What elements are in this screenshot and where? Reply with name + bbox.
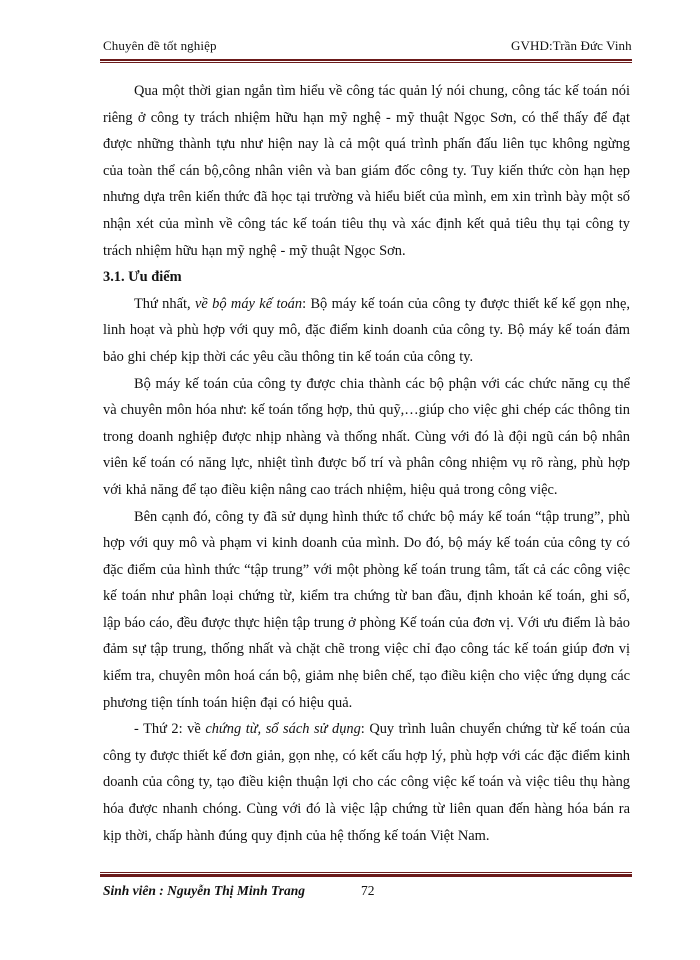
paragraph-text: : Quy trình luân chuyển chứng từ kế toán của công ty được thiết kế đơn giản, gọn nhẹ, có kết cấu hợp lý, phù hợp với các đặc điểm kinh doanh của công ty, tạo điều kiện thuận lợi cho các công việc kế toán và việc tiêu thụ hàng hóa được nhanh chóng. Cùng với đó là việc lập chứng từ liên quan đến hàng hóa bán ra kịp thời, chấp hành đúng quy định của hệ thống kế toán Việt Nam. — [103, 721, 630, 844]
paragraph-departments: Bộ máy kế toán của công ty được chia thành các bộ phận với các chức năng cụ thể và chuyên môn hóa như: kế toán tổng hợp, thủ quỹ,…giúp cho việc ghi chép các thông tin trong doanh nghiệp được nhịp nhàng và thống nhất. Cùng với đó là đội ngũ cán bộ nhân viên kế toán có năng lực, nhiệt tình được bố trí và phân công nhiệm vụ rõ ràng, phù hợp với khả năng để tạo điều kiện nâng cao trách nhiệm, hiệu quả trong công việc. — [103, 375, 630, 498]
page-header — [103, 38, 648, 56]
intro-paragraph: Qua một thời gian ngắn tìm hiểu về công tác quản lý nói chung, công tác kế toán nói riêng ở công ty trách nhiệm hữu hạn mỹ nghệ - mỹ thuật Ngọc Sơn, có thể thấy để đạt được những thành tựu như hiện nay là cả một quá trình phấn đấu liên tục không ngừng của toàn thể cán bộ,công nhân viên và ban giám đốc công ty. Tuy kiến thức còn hạn hẹp nhưng dựa trên kiến thức đã học tại trường và hiểu biết của mình, em xin trình bày một số nhận xét của mình về công tác kế toán tiêu thụ và xác định kết quả tiêu thụ tại công ty trách nhiệm hữu hạn mỹ nghệ - mỹ thuật Ngọc Sơn. — [103, 83, 630, 259]
section-heading: 3.1. Ưu điểm — [103, 269, 182, 286]
header-rule — [100, 59, 632, 63]
paragraph-text: : Bộ máy kế toán của công ty được thiết kế kế gọn nhẹ, linh hoạt và phù hợp với quy mô, đặc điểm kinh doanh của công ty. Bộ máy kế toán đảm bảo ghi chép kịp thời các yêu cầu thông tin kế toán của công ty. — [103, 295, 630, 365]
page-body — [103, 78, 630, 849]
paragraph-prefix: Thứ nhất, — [134, 295, 195, 312]
paragraph-prefix: - Thứ 2: về — [134, 721, 206, 738]
paragraph-italic-term: chứng từ, sổ sách sử dụng — [205, 721, 361, 738]
paragraph-accounting-structure — [103, 291, 630, 371]
paragraph-italic-term: về bộ máy kế toán — [194, 295, 303, 312]
paragraph-documents — [103, 716, 630, 849]
page-number: 72 — [361, 883, 375, 898]
student-name: Sinh viên : Nguyễn Thị Minh Trang — [103, 883, 306, 898]
footer-rule — [100, 872, 632, 877]
header-advisor: GVHD:Trần Đức Vinh — [511, 38, 632, 53]
header-title: Chuyên đề tốt nghiệp — [103, 38, 217, 53]
paragraph-centralized: Bên cạnh đó, công ty đã sử dụng hình thức tổ chức bộ máy kế toán “tập trung”, phù hợp với quy mô và phạm vi kinh doanh của mình. Do đó, bộ máy kế toán của công ty có đặc điểm của hình thức “tập trung” với một phòng kế toán trung tâm, tất cả các công việc kế toán như phân loại chứng từ, kiểm tra chứng từ ban đầu, định khoản kế toán, ghi sổ, lập báo cáo, đều được thực hiện tập trung ở phòng Kế toán của đơn vị. Với ưu điểm là bảo đảm sự tập trung, thống nhất và chặt chẽ trong việc chỉ đạo công tác kế toán giúp đơn vị kiểm tra, chuyên môn hoá cán bộ, giảm nhẹ biên chế, tạo điều kiện cho việc ứng dụng các phương tiện tính toán hiện đại có hiệu quả. — [103, 508, 630, 711]
page-footer — [103, 883, 375, 899]
